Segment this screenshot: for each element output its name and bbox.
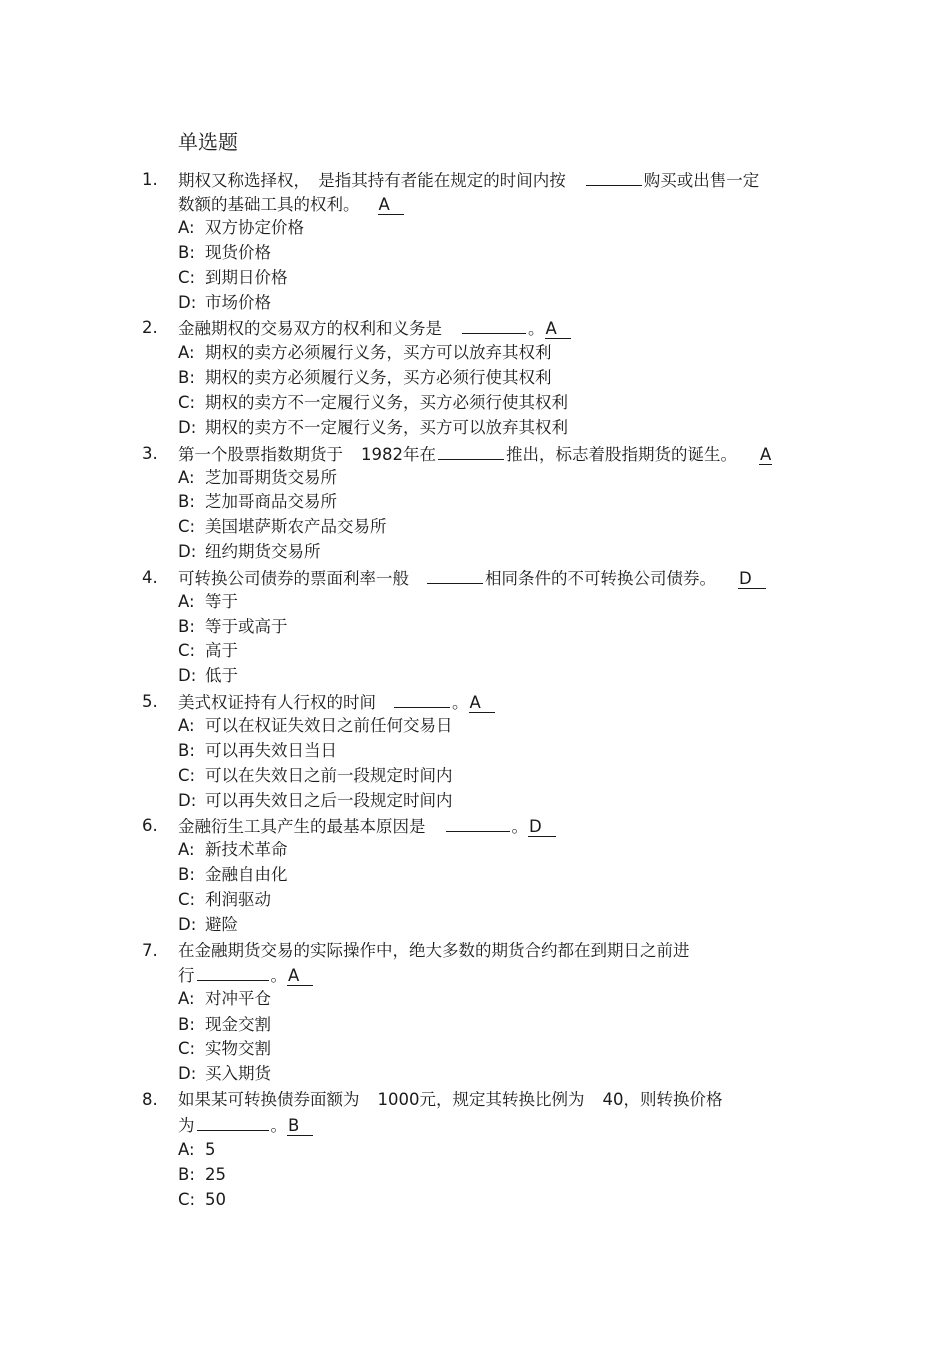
question-text: 。 (528, 319, 545, 338)
option-text: 双方协定价格 (205, 218, 304, 237)
option-text: 25 (205, 1165, 226, 1184)
question-text: 40，则转换价格 (602, 1090, 723, 1109)
option-b (178, 1163, 226, 1187)
question-number: 8. (142, 1090, 158, 1109)
option-text: 5 (205, 1140, 216, 1159)
question-stem-line (178, 690, 495, 715)
question-text: 为 (178, 1116, 195, 1135)
option-letter: B: (178, 243, 195, 262)
option-d (178, 913, 238, 937)
option-d (178, 291, 271, 315)
question-text: 推出，标志着股指期货的诞生。 (506, 445, 737, 464)
option-letter: D: (178, 418, 197, 437)
option-text: 高于 (205, 641, 238, 660)
question-stem-line (178, 566, 766, 591)
question-text: 。 (270, 1116, 287, 1135)
question-text: 如果某可转换债券面额为 (178, 1090, 360, 1109)
option-text: 市场价格 (205, 293, 271, 312)
option-letter: B: (178, 865, 195, 884)
answer-blank (462, 316, 526, 334)
question-stem-line (178, 939, 690, 963)
answer-key: D (528, 818, 556, 837)
option-letter: A: (178, 343, 195, 362)
option-text: 等于 (205, 592, 238, 611)
option-text: 纽约期货交易所 (205, 542, 321, 561)
option-d (178, 540, 321, 564)
option-a (178, 216, 304, 240)
option-c (178, 515, 387, 539)
question-stem-line (178, 814, 556, 839)
option-text: 芝加哥期货交易所 (205, 468, 337, 487)
option-letter: C: (178, 517, 196, 536)
option-text: 50 (205, 1190, 226, 1209)
option-letter: A: (178, 592, 195, 611)
option-text: 金融自由化 (205, 865, 288, 884)
question-stem-line (178, 963, 313, 988)
answer-blank (394, 690, 450, 708)
option-text: 到期日价格 (205, 268, 288, 287)
answer-blank (586, 168, 642, 186)
answer-key: A (469, 694, 495, 713)
answer-blank (427, 566, 483, 584)
question-text: 1982年在 (361, 445, 436, 464)
option-letter: B: (178, 368, 195, 387)
option-a (178, 1138, 216, 1162)
option-letter: B: (178, 1165, 195, 1184)
option-letter: A: (178, 716, 195, 735)
question-text: 金融衍生工具产生的最基本原因是 (178, 817, 426, 836)
question-text: 第一个股票指数期货于 (178, 445, 343, 464)
question-text: 数额的基础工具的权利。 (178, 195, 360, 214)
question-number: 4. (142, 568, 158, 587)
option-text: 期权的卖方不一定履行义务，买方可以放弃其权利 (205, 418, 568, 437)
option-letter: D: (178, 915, 197, 934)
question-text: 行 (178, 966, 195, 985)
option-c (178, 266, 288, 290)
answer-key: B (287, 1117, 313, 1136)
option-letter: A: (178, 218, 195, 237)
option-d (178, 664, 238, 688)
option-text: 期权的卖方不一定履行义务，买方必须行使其权利 (205, 393, 568, 412)
option-letter: D: (178, 666, 197, 685)
question-text: 在金融期货交易的实际操作中，绝大多数的期货合约都在到期日之前进 (178, 941, 690, 960)
answer-key: D (738, 570, 766, 589)
question-text: 。 (452, 693, 469, 712)
option-letter: D: (178, 293, 197, 312)
question-text: 购买或出售一定 (643, 171, 760, 190)
option-text: 买入期货 (205, 1064, 271, 1083)
question-text: 美式权证持有人行权的时间 (178, 693, 376, 712)
option-a (178, 838, 288, 862)
question-text: 。 (511, 817, 528, 836)
option-letter: B: (178, 617, 195, 636)
question-number: 6. (142, 816, 158, 835)
answer-key: A (378, 196, 404, 215)
question-text: 。 (270, 966, 287, 985)
question-text: 1000元，规定其转换比例为 (377, 1090, 585, 1109)
option-letter: A: (178, 989, 195, 1008)
answer-blank (197, 963, 269, 981)
option-b (178, 490, 337, 514)
option-text: 现金交割 (205, 1015, 271, 1034)
option-a (178, 466, 337, 490)
option-letter: D: (178, 542, 197, 561)
question-stem-line (178, 193, 404, 217)
question-stem-line (178, 316, 571, 341)
option-b (178, 863, 288, 887)
answer-blank (438, 442, 504, 460)
option-letter: C: (178, 393, 196, 412)
question-stem-line (178, 1088, 723, 1112)
option-letter: A: (178, 1140, 195, 1159)
option-b (178, 1013, 271, 1037)
option-a (178, 341, 552, 365)
option-text: 可以再失效日之后一段规定时间内 (205, 791, 453, 810)
option-text: 实物交割 (205, 1039, 271, 1058)
option-text: 新技术革命 (205, 840, 288, 859)
question-stem-line (178, 442, 772, 467)
option-a (178, 590, 238, 614)
option-b (178, 739, 337, 763)
option-b (178, 241, 271, 265)
option-text: 可以在失效日之前一段规定时间内 (205, 766, 453, 785)
option-text: 芝加哥商品交易所 (205, 492, 337, 511)
option-letter: D: (178, 1064, 197, 1083)
option-text: 期权的卖方必须履行义务，买方必须行使其权利 (205, 368, 552, 387)
option-text: 低于 (205, 666, 238, 685)
option-letter: C: (178, 890, 196, 909)
option-c (178, 391, 568, 415)
option-c (178, 888, 271, 912)
option-letter: B: (178, 741, 195, 760)
option-a (178, 987, 271, 1011)
question-number: 2. (142, 318, 158, 337)
option-letter: C: (178, 641, 196, 660)
question-number: 7. (142, 941, 158, 960)
question-text: 可转换公司债券的票面利率一般 (178, 569, 409, 588)
option-c (178, 1037, 271, 1061)
option-text: 等于或高于 (205, 617, 288, 636)
answer-key: A (287, 967, 313, 986)
question-text: 相同条件的不可转换公司债券。 (485, 569, 716, 588)
option-text: 对冲平仓 (205, 989, 271, 1008)
option-c (178, 1188, 226, 1212)
option-text: 可以在权证失效日之前任何交易日 (205, 716, 453, 735)
question-number: 5. (142, 692, 158, 711)
option-text: 利润驱动 (205, 890, 271, 909)
option-b (178, 615, 288, 639)
option-d (178, 416, 568, 440)
option-letter: C: (178, 1190, 196, 1209)
question-text: 金融期权的交易双方的权利和义务是 (178, 319, 442, 338)
answer-blank (446, 814, 510, 832)
question-number: 3. (142, 444, 158, 463)
option-letter: C: (178, 268, 196, 287)
option-b (178, 366, 552, 390)
answer-blank (197, 1113, 269, 1131)
option-letter: D: (178, 791, 197, 810)
option-letter: A: (178, 468, 195, 487)
option-c (178, 764, 453, 788)
option-text: 避险 (205, 915, 238, 934)
option-text: 美国堪萨斯农产品交易所 (205, 517, 387, 536)
section-title: 单选题 (178, 130, 238, 154)
option-letter: A: (178, 840, 195, 859)
option-text: 现货价格 (205, 243, 271, 262)
question-stem-line (178, 168, 759, 193)
option-letter: B: (178, 492, 195, 511)
answer-key: A (545, 320, 571, 339)
option-letter: C: (178, 1039, 196, 1058)
option-text: 期权的卖方必须履行义务，买方可以放弃其权利 (205, 343, 552, 362)
answer-key: A (760, 445, 772, 464)
question-text: 期权又称选择权， 是指其持有者能在规定的时间内按 (178, 171, 566, 190)
option-a (178, 714, 453, 738)
option-letter: C: (178, 766, 196, 785)
question-number: 1. (142, 170, 158, 189)
option-c (178, 639, 238, 663)
option-text: 可以再失效日当日 (205, 741, 337, 760)
option-d (178, 789, 453, 813)
option-letter: B: (178, 1015, 195, 1034)
option-d (178, 1062, 271, 1086)
question-stem-line (178, 1113, 313, 1138)
